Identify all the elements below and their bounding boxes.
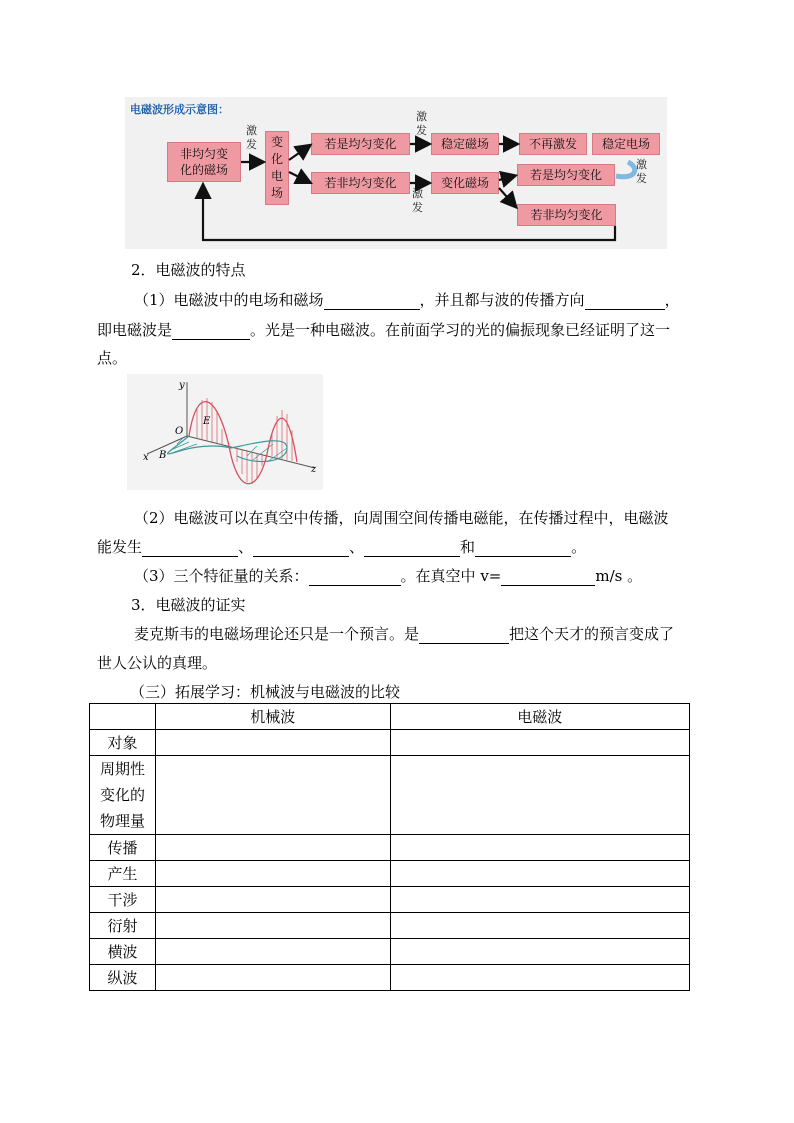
table-row [90,939,690,965]
char: 变 [270,135,283,149]
char: 发 [416,124,427,137]
diagram-arrows [0,0,794,260]
table-row [90,913,690,939]
text: 、 [349,538,365,556]
e-field-wave [189,402,297,484]
label-line: 物理量 [99,812,145,830]
feedback-arrow [203,186,615,240]
extension-heading: （三）拓展学习：机械波与电磁波的比较 [130,683,401,701]
section-3-heading: 3．电磁波的证实 [131,596,246,614]
row-label: 产生 [90,861,156,887]
char: 电 [270,169,283,183]
char: 发 [636,172,647,185]
table-header-row [90,704,690,730]
table-row [90,835,690,861]
box-changing-magnetic-field: 变化磁场 [431,172,499,194]
curved-arrow [616,162,635,177]
blank [324,293,420,310]
box-stable-electric-field: 稳定电场 [592,133,660,155]
text: 把这个天才的预言变成了 [509,625,675,643]
table-row [90,730,690,756]
answer-cell[interactable] [155,913,390,939]
text: （1）电磁波中的电场和磁场 [134,291,324,309]
row-label: 对象 [90,730,156,756]
answer-cell[interactable] [390,756,690,835]
label-e: E [203,416,211,427]
answer-cell[interactable] [390,861,690,887]
label-line: 变化的 [99,786,145,804]
label-o: O [175,426,184,437]
arrow [499,176,514,180]
text: ， [664,291,680,309]
blank [253,540,349,557]
char: 激 [412,187,423,200]
paragraph-2-line-2 [97,537,586,557]
comparison-table [89,703,690,991]
paragraph-3 [134,566,642,586]
row-label: 干涉 [90,887,156,913]
blank [364,540,460,557]
answer-cell[interactable] [155,835,390,861]
blank [501,569,595,586]
text: 、 [238,538,254,556]
blank [142,540,238,557]
blank [585,293,665,310]
table-row [90,965,690,991]
answer-cell[interactable] [390,730,690,756]
arrow [289,146,309,160]
row-label: 横波 [90,939,156,965]
answer-cell[interactable] [390,835,690,861]
char: 场 [270,186,283,200]
text: 。在真空中 v= [400,567,502,585]
answer-cell[interactable] [155,939,390,965]
answer-cell[interactable] [155,965,390,991]
box-no-more-excite: 不再激发 [519,133,587,155]
section-3-line-2: 世人公认的真理。 [97,654,218,672]
text: （3）三个特征量的关系： [134,567,309,585]
char: 发 [412,201,423,214]
box-line: 非均匀变 [179,147,228,161]
box-if-uniform-2: 若是均匀变化 [517,164,615,186]
box-stable-magnetic-field: 稳定磁场 [431,133,499,155]
header-cell: 机械波 [155,704,390,730]
row-label: 传播 [90,835,156,861]
table-row [90,756,690,835]
em-wave-svg [127,374,323,490]
char: 发 [246,138,257,151]
row-label [90,756,156,835]
label-b: B [159,450,167,461]
char: 化 [270,152,283,166]
label-y: y [179,380,185,391]
answer-cell[interactable] [155,887,390,913]
header-cell [90,704,156,730]
answer-cell[interactable] [390,913,690,939]
char: 激 [416,110,427,123]
header-cell: 电磁波 [390,704,690,730]
blank [419,627,509,644]
char: 激 [246,124,257,137]
paragraph-1-line-3: 点。 [97,349,128,367]
diagram-title: 电磁波形成示意图： [130,103,229,116]
answer-cell[interactable] [155,730,390,756]
arrow [499,188,515,206]
label-x: x [143,452,149,463]
text: 即电磁波是 [97,321,173,339]
answer-cell[interactable] [155,861,390,887]
box-if-uniform-1: 若是均匀变化 [311,133,410,155]
text: 和 [460,538,476,556]
answer-cell[interactable] [390,887,690,913]
text: ，并且都与波的传播方向 [419,291,585,309]
text: 能发生 [97,538,143,556]
answer-cell[interactable] [390,965,690,991]
section-2-heading: 2．电磁波的特点 [131,261,246,279]
x-axis [147,436,187,454]
box-if-nonuniform-2: 若非均匀变化 [517,204,616,226]
text: 。 [571,538,587,556]
paragraph-2-line-1: （2）电磁波可以在真空中传播，向周围空间传播电磁能，在传播过程中，电磁波 [134,509,669,527]
text: m/s 。 [595,567,643,585]
arrow [289,172,309,182]
text: 。光是一种电磁波。在前面学习的光的偏振现象已经证明了这一 [250,321,671,339]
table-row [90,887,690,913]
blank [309,569,401,586]
box-if-nonuniform-1: 若非均匀变化 [311,172,410,194]
paragraph-1-line-2 [97,320,670,340]
label-line: 周期性 [99,760,145,778]
section-3-line-1 [134,624,674,644]
table-row [90,861,690,887]
row-label: 纵波 [90,965,156,991]
row-label: 衍射 [90,913,156,939]
blank [172,323,250,340]
paragraph-1-line-1 [134,290,680,310]
label-z: z [311,464,317,475]
answer-cell[interactable] [155,756,390,835]
text: 麦克斯韦的电磁场理论还只是一个预言。是 [134,625,420,643]
box-line: 化的磁场 [179,163,228,177]
char: 激 [636,158,647,171]
blank [475,540,571,557]
answer-cell[interactable] [390,939,690,965]
